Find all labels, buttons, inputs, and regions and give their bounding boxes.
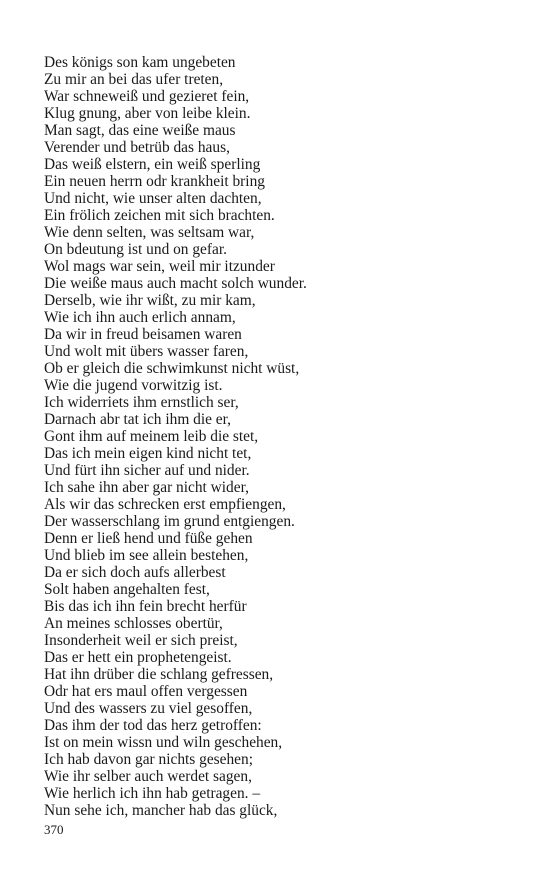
poem-line: On bdeutung ist und on gefar.: [44, 241, 227, 258]
poem-line: Wie ich ihn auch erlich annam,: [44, 309, 236, 326]
poem-line: Klug gnung, aber von leibe klein.: [44, 105, 251, 122]
poem-line: Und fürt ihn sicher auf und nider.: [44, 462, 250, 479]
poem-line: Das ihm der tod das herz getroffen:: [44, 717, 262, 734]
poem-line: Der wasserschlang im grund entgiengen.: [44, 513, 295, 530]
poem-line: Wie die jugend vorwitzig ist.: [44, 377, 223, 394]
poem-line: Denn er ließ hend und füße gehen: [44, 530, 253, 547]
poem-line: Als wir das schrecken erst empfiengen,: [44, 496, 286, 513]
poem-line: Derselb, wie ihr wißt, zu mir kam,: [44, 292, 256, 309]
poem-line: Solt haben angehalten fest,: [44, 581, 210, 598]
poem-line: Und blieb im see allein bestehen,: [44, 547, 249, 564]
poem-line: Da wir in freud beisamen waren: [44, 326, 242, 343]
poem-line: Und nicht, wie unser alten dachten,: [44, 190, 262, 207]
poem-line: Zu mir an bei das ufer treten,: [44, 71, 224, 88]
poem-line: War schneweiß und gezieret fein,: [44, 88, 250, 105]
poem-line: Das er hett ein prophetengeist.: [44, 649, 232, 666]
poem-line: Man sagt, das eine weiße maus: [44, 122, 236, 139]
poem-line: Verender und betrüb das haus,: [44, 139, 230, 156]
poem-line: Wol mags war sein, weil mir itzunder: [44, 258, 275, 275]
poem-line: Wie ihr selber auch werdet sagen,: [44, 768, 252, 785]
poem-line: Ein frölich zeichen mit sich brachten.: [44, 207, 275, 224]
poem-line: Und des wassers zu viel gesoffen,: [44, 700, 253, 717]
poem-line: Wie herlich ich ihn hab getragen. –: [44, 785, 261, 802]
poem-line: Insonderheit weil er sich preist,: [44, 632, 238, 649]
poem-line: Ob er gleich die schwimkunst nicht wüst,: [44, 360, 300, 377]
poem-line: Darnach abr tat ich ihm die er,: [44, 411, 231, 428]
poem-line: Des königs son kam ungebeten: [44, 54, 236, 71]
poem-line: Odr hat ers maul offen vergessen: [44, 683, 248, 700]
poem-line: Ich widerriets ihm ernstlich ser,: [44, 394, 239, 411]
page-number: 370: [44, 822, 64, 837]
poem-line: Ein neuen herrn odr krankheit bring: [44, 173, 265, 190]
poem-line: Wie denn selten, was seltsam war,: [44, 224, 255, 241]
poem-line: Und wolt mit übers wasser faren,: [44, 343, 249, 360]
poem-line: Nun sehe ich, mancher hab das glück,: [44, 802, 278, 819]
poem-line: Hat ihn drüber die schlang gefressen,: [44, 666, 274, 683]
poem-line: Bis das ich ihn fein brecht herfür: [44, 598, 247, 615]
poem-line: An meines schlosses obertür,: [44, 615, 223, 632]
poem-line: Die weiße maus auch macht solch wunder.: [44, 275, 307, 292]
poem-line: Das weiß elstern, ein weiß sperling: [44, 156, 261, 173]
poem-line: Das ich mein eigen kind nicht tet,: [44, 445, 252, 462]
poem-line: Ich hab davon gar nichts gesehen;: [44, 751, 253, 768]
poem-line: Da er sich doch aufs allerbest: [44, 564, 226, 581]
poem-line: Ich sahe ihn aber gar nicht wider,: [44, 479, 249, 496]
poem-line: Ist on mein wissn und wiln geschehen,: [44, 734, 283, 751]
poem-text: [44, 54, 514, 819]
poem-line: Gont ihm auf meinem leib die stet,: [44, 428, 259, 445]
